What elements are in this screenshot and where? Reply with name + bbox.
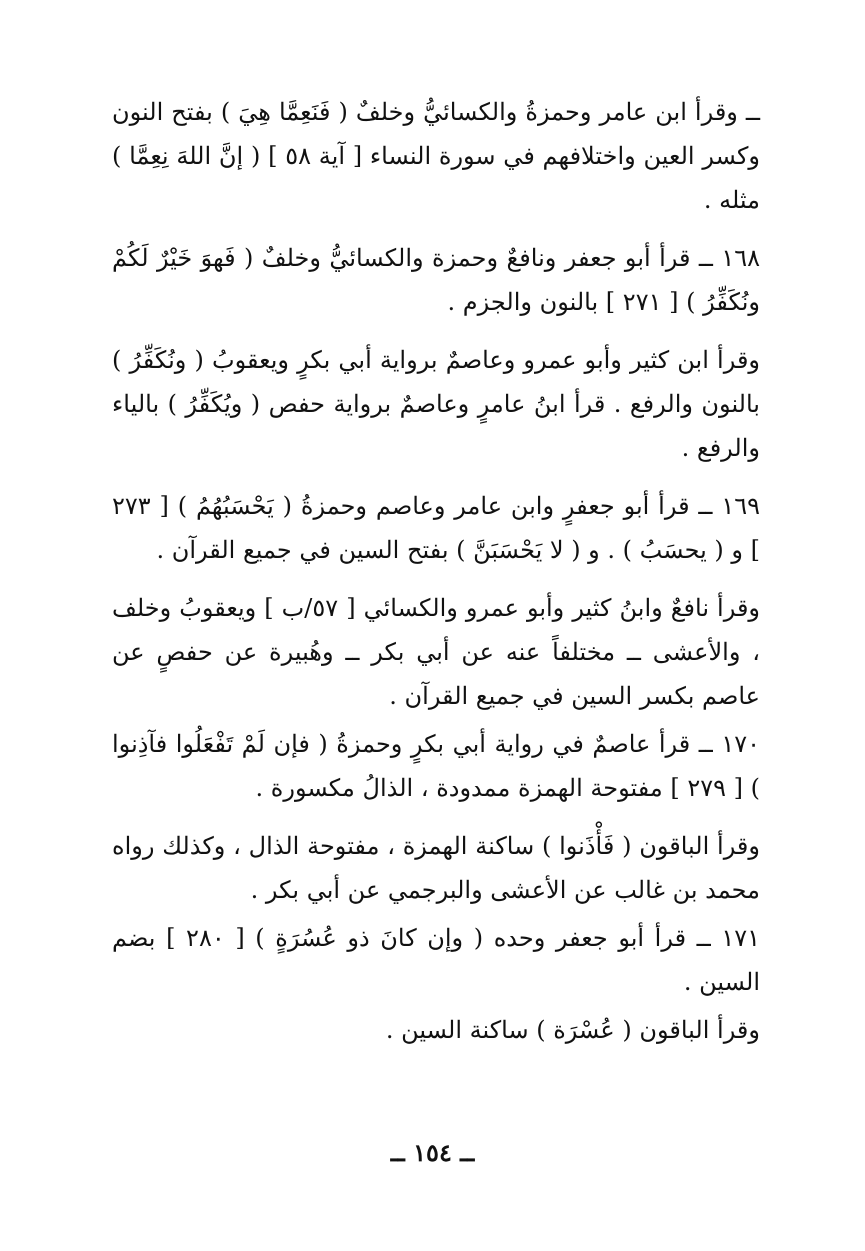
paragraph-3: وقرأ ابن كثير وأبو عمرو وعاصمٌ برواية أبي بكرٍ ويعقوبُ ( ونُكَفِّرُ ) بالنون والرفع . قرأ ابنُ عامرٍ وعاصمٌ برواية حفص ( ويُكَفِّرُ ) بالياء والرفع . (112, 346, 760, 462)
paragraph-2: ١٦٨ ــ قرأ أبو جعفر ونافعٌ وحمزة والكسائيُّ وخلفٌ ( فَهوَ خَيْرٌ لَكُمْ ونُكَفِّرُ ) [ ٢٧١ ] بالنون والجزم . (112, 244, 760, 316)
paragraph-6: ١٧٠ ــ قرأ عاصمٌ في رواية أبي بكرٍ وحمزةُ ( فإن لَمْ تَفْعَلُوا فآذِنوا ) [ ٢٧٩ ] مفتوحة الهمزة ممدودة ، الذالُ مكسورة . (112, 730, 760, 802)
page-number: ــ ١٥٤ ــ (390, 1138, 475, 1167)
paragraph-1: ــ وقرأ ابن عامر وحمزةُ والكسائيُّ وخلفٌ ( فَنَعِمَّا هِيَ ) بفتح النون وكسر العين واختلافهم في سورة النساء [ آية ٥٨ ] ( إنَّ اللهَ نِعِمَّا ) مثله . (112, 98, 760, 214)
paragraph-9: وقرأ الباقون ( عُسْرَة ) ساكنة السين . (385, 1016, 760, 1044)
paragraph-7: وقرأ الباقون ( فَأْذَنوا ) ساكنة الهمزة ، مفتوحة الذال ، وكذلك رواه محمد بن غالب عن الأعشى والبرجمي عن أبي بكر . (112, 832, 760, 904)
paragraph-5: وقرأ نافعٌ وابنُ كثير وأبو عمرو والكسائي [ ٥٧/ب ] ويعقوبُ وخلف ، والأعشى ــ مختلفاً عنه عن أبي بكر ــ وهُبيرة عن حفصٍ عن عاصم بكسر السين في جميع القرآن . (112, 594, 761, 710)
page-body (112, 90, 760, 1052)
paragraph-8: ١٧١ ــ قرأ أبو جعفر وحده ( وإن كانَ ذو عُسُرَةٍ ) [ ٢٨٠ ] بضم السين . (112, 924, 761, 996)
paragraph-4: ١٦٩ ــ قرأ أبو جعفرٍ وابن عامر وعاصم وحمزةُ ( يَحْسَبُهُمُ ) [ ٢٧٣ ] و ( يحسَبُ ) . و ( لا يَحْسَبَنَّ ) بفتح السين في جميع القرآن . (112, 492, 760, 564)
